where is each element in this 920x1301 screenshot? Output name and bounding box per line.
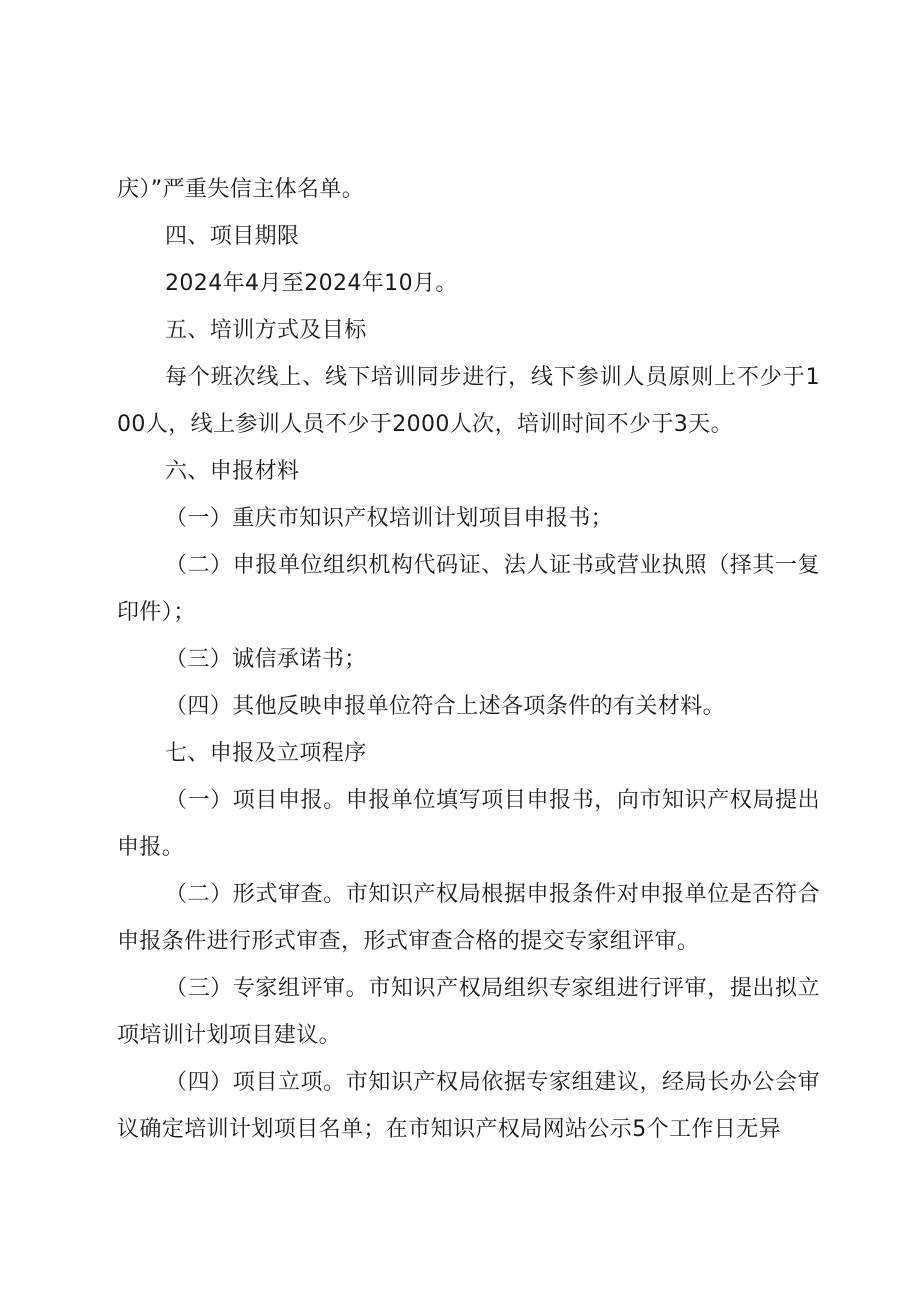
document-body <box>117 166 820 1153</box>
list-item-procedure-1: （一）项目申报。申报单位填写项目申报书，向市知识产权局提出申报。 <box>117 788 820 860</box>
list-item-procedure-3: （三）专家组评审。市知识产权局组织专家组进行评审，提出拟立项培训计划项目建议。 <box>117 976 820 1048</box>
section-heading-training-method: 五、培训方式及目标 <box>165 318 367 343</box>
section-heading-procedure: 七、申报及立项程序 <box>165 741 367 766</box>
paragraph-continuation: 庆）”严重失信主体名单。 <box>117 177 365 202</box>
paragraph-training-method: 每个班次线上、线下培训同步进行，线下参训人员原则上不少于100人，线上参训人员不少于2000人次，培训时间不少于3天。 <box>117 365 820 437</box>
section-heading-application-materials: 六、申报材料 <box>165 459 300 484</box>
list-item-material-2: （二）申报单位组织机构代码证、法人证书或营业执照（择其一复印件）； <box>117 553 820 625</box>
list-item-material-4: （四）其他反映申报单位符合上述各项条件的有关材料。 <box>165 694 726 719</box>
list-item-material-1: （一）重庆市知识产权培训计划项目申报书； <box>165 506 614 531</box>
list-item-procedure-2: （二）形式审查。市知识产权局根据申报条件对申报单位是否符合申报条件进行形式审查，形式审查合格的提交专家组评审。 <box>117 882 820 954</box>
list-item-material-3: （三）诚信承诺书； <box>165 647 367 672</box>
paragraph-project-dates: 2024年4月至2024年10月。 <box>165 271 458 296</box>
list-item-procedure-4: （四）项目立项。市知识产权局依据专家组建议，经局长办公会审议确定培训计划项目名单；在市知识产权局网站公示5个工作日无异 <box>117 1070 820 1142</box>
section-heading-project-period: 四、项目期限 <box>165 224 300 249</box>
